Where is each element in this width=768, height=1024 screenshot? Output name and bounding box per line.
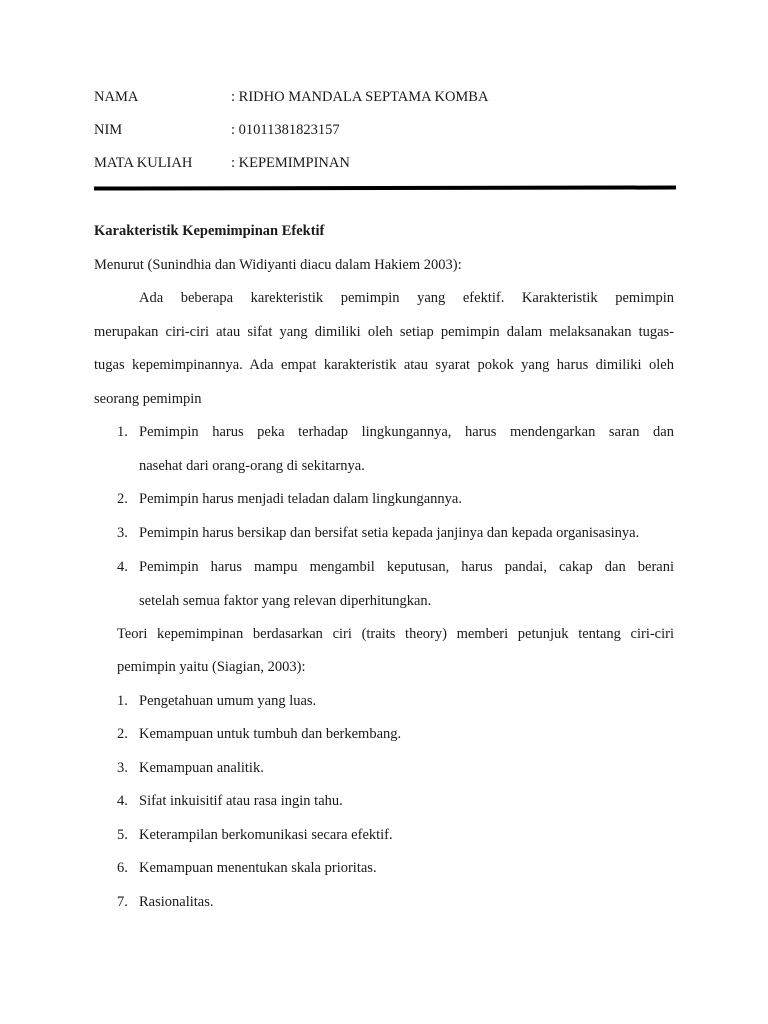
list-item: Pemimpin harus bersikap dan bersifat setia kepada janjinya dan kepada organisasinya. — [139, 525, 640, 541]
list-number: 1. — [117, 693, 128, 709]
list-number: 6. — [117, 860, 128, 876]
list-item: Sifat inkuisitif atau rasa ingin tahu. — [139, 793, 343, 809]
list-item: Pengetahuan umum yang luas. — [139, 693, 317, 709]
list-number: 7. — [117, 894, 128, 910]
list-number: 2. — [117, 726, 128, 742]
list-item-continuation: setelah semua faktor yang relevan diperhitungkan. — [139, 593, 432, 609]
paragraph-line: tugas kepemimpinannya. Ada empat karakteristik atau syarat pokok yang harus dimiliki oleh — [94, 357, 674, 373]
list-number: 1. — [117, 424, 128, 440]
list-number: 3. — [117, 760, 128, 776]
list-number: 4. — [117, 793, 128, 809]
nama-label: NAMA — [94, 89, 139, 105]
list-item: Rasionalitas. — [139, 894, 214, 910]
list-item: Kemampuan menentukan skala prioritas. — [139, 860, 377, 876]
nama-value: : RIDHO MANDALA SEPTAMA KOMBA — [231, 89, 489, 105]
paragraph-line: pemimpin yaitu (Siagian, 2003): — [117, 659, 306, 675]
list-number: 3. — [117, 525, 128, 541]
list-item: Pemimpin harus peka terhadap lingkungannya, harus mendengarkan saran dan — [139, 424, 674, 440]
list-number: 2. — [117, 491, 128, 507]
paragraph-line: Teori kepemimpinan berdasarkan ciri (traits theory) memberi petunjuk tentang ciri-ciri — [117, 626, 674, 642]
list-item: Pemimpin harus mampu mengambil keputusan, harus pandai, cakap dan berani — [139, 559, 674, 575]
list-number: 4. — [117, 559, 128, 575]
list-item-continuation: nasehat dari orang-orang di sekitarnya. — [139, 458, 365, 474]
list-item: Pemimpin harus menjadi teladan dalam lingkungannya. — [139, 491, 462, 507]
matkul-label: MATA KULIAH — [94, 155, 193, 171]
matkul-value: : KEPEMIMPINAN — [231, 155, 350, 171]
list-item: Keterampilan berkomunikasi secara efektif. — [139, 827, 393, 843]
paragraph-line: Ada beberapa karekteristik pemimpin yang efektif. Karakteristik pemimpin — [139, 290, 674, 306]
list-item: Kemampuan analitik. — [139, 760, 264, 776]
paragraph-line: merupakan ciri-ciri atau sifat yang dimiliki oleh setiap pemimpin dalam melaksanakan tugas- — [94, 324, 674, 340]
nim-value: : 01011381823157 — [231, 122, 340, 138]
header-divider — [94, 185, 676, 190]
paragraph-line: seorang pemimpin — [94, 391, 202, 407]
source-citation: Menurut (Sunindhia dan Widiyanti diacu dalam Hakiem 2003): — [94, 257, 462, 273]
list-number: 5. — [117, 827, 128, 843]
nim-label: NIM — [94, 122, 123, 138]
section-heading: Karakteristik Kepemimpinan Efektif — [94, 223, 325, 239]
list-item: Kemampuan untuk tumbuh dan berkembang. — [139, 726, 402, 742]
